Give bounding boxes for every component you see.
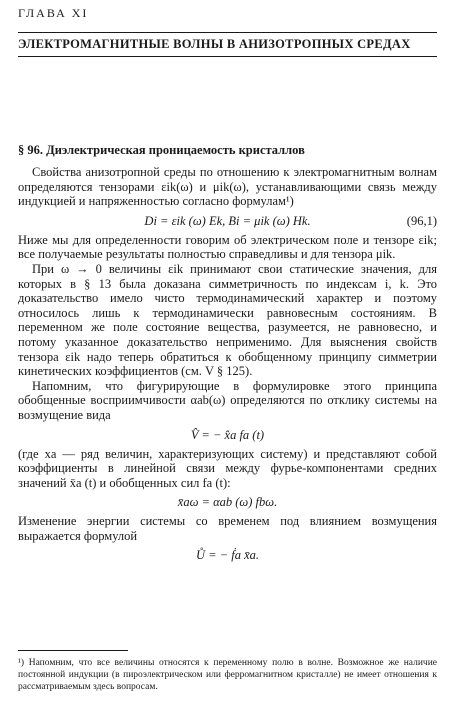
paragraph: Свойства анизотропной среды по отношению к электромагнитным волнам определяются тензорами εik(ω) и μik(ω), устанавливающими связь между индукцией и напряженностью согласно формулам¹) (18, 165, 437, 209)
equation-response (18, 490, 437, 514)
equation: Ů = − ḟa x̄a. (195, 548, 260, 563)
body-text (18, 165, 437, 567)
paragraph: Ниже мы для определенности говорим об электрическом поле и тензоре εik; все получаемые результаты полностью справедливы и для тензора μik. (18, 232, 437, 262)
equation: Di = εik (ω) Ek, Bi = μik (ω) Hk. (144, 213, 311, 228)
section-heading: § 96. Диэлектрическая проницаемость кристаллов (18, 143, 305, 157)
chapter-label: ГЛАВА XI (18, 6, 89, 20)
equation-energy (18, 543, 437, 567)
paragraph: Напомним, что фигурирующие в формулировке этого принципа обобщенные восприимчивости αab(ω) определяются по отклику системы на возмущение вида (18, 378, 437, 422)
paragraph: (где xa — ряд величин, характеризующих систему) и представляют собой коэффициенты в линейной связи между фурье-компонентами средних значений x̄a (t) и обобщенных сил fa (t): (18, 446, 437, 490)
equation-perturbation (18, 423, 437, 447)
equation: x̄aω = αab (ω) fbω. (177, 495, 278, 510)
chapter-title: ЭЛЕКТРОМАГНИТНЫЕ ВОЛНЫ В АНИЗОТРОПНЫХ СРЕДАХ (18, 37, 411, 51)
equation-number: (96,1) (406, 213, 437, 228)
header-rule-bottom (18, 56, 437, 57)
paragraph: Изменение энергии системы со временем под влиянием возмущения выражается формулой (18, 514, 437, 543)
footnote-rule (18, 650, 128, 651)
header-rule-top (18, 32, 437, 33)
equation: V̂ = − x̂a fa (t) (190, 427, 265, 442)
footnote: ¹) Напомним, что все величины относятся к переменному полю в волне. Возможное же наличие постоянной индукции (в пироэлектрическом или ферромагнитном кристалле) не имеет отношения к рассматриваемым здесь вопросам. (18, 658, 437, 692)
paragraph: При ω → 0 величины εik принимают свои статические значения, для которых в § 13 была доказана симметричность по индексам i, k. Это доказательство имело чисто термодинамический характер и поэтому относилось лишь к термодинамически равновесным состояниям. В переменном же поле состояние вещества, разумеется, не равновесно, и потому указанное доказательство неприменимо. Для выяснения свойств тензора εik надо теперь обратиться к обобщенному принципу симметрии кинетических коэффициентов (см. V § 125). (18, 261, 437, 379)
equation-96-1 (18, 209, 437, 233)
